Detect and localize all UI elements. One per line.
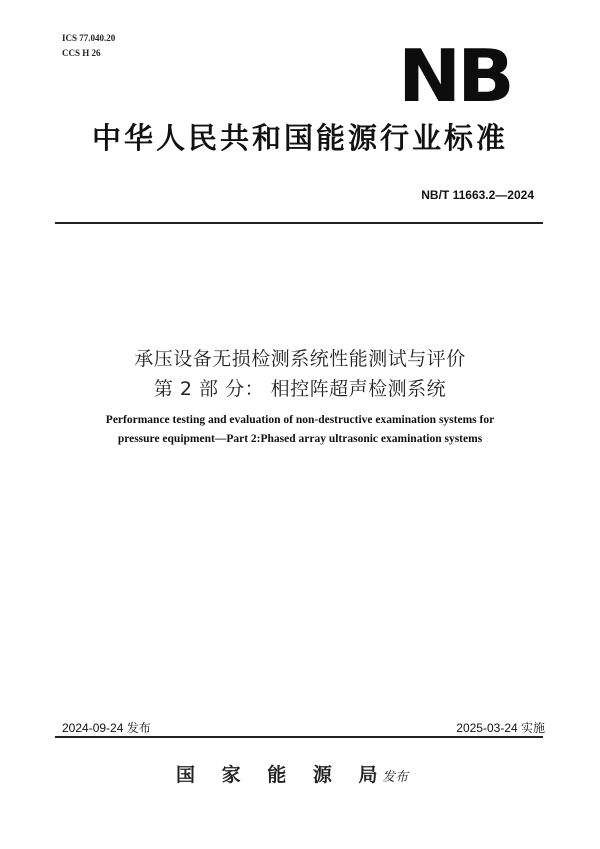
implement-date: 2025-03-24 实施: [456, 721, 545, 735]
standard-number: NB/T 11663.2—2024: [421, 188, 534, 202]
en-title-line2: pressure equipment—Part 2:Phased array ultrasonic examination systems: [117, 433, 483, 445]
classification-codes: [62, 31, 115, 61]
cn-title-line1: 承压设备无损检测系统性能测试与评价: [134, 348, 466, 370]
nb-logo: NB: [398, 34, 511, 118]
bottom-divider: [55, 736, 543, 738]
ics-code: ICS 77.040.20: [62, 33, 116, 43]
top-divider: [55, 222, 543, 224]
en-title-line1: Performance testing and evaluation of non-destructive examination systems for: [105, 414, 495, 426]
issuer-name: 国 家 能 源 局: [176, 764, 388, 786]
issuer-action-signature: 发布: [382, 770, 409, 785]
cn-title-line2: 第 2 部 分： 相控阵超声检测系统: [153, 378, 447, 400]
issue-date: 2024-09-24 发布: [62, 721, 151, 735]
standard-title: 中华人民共和国能源行业标准: [91, 121, 508, 155]
ccs-code: CCS H 26: [62, 48, 101, 58]
